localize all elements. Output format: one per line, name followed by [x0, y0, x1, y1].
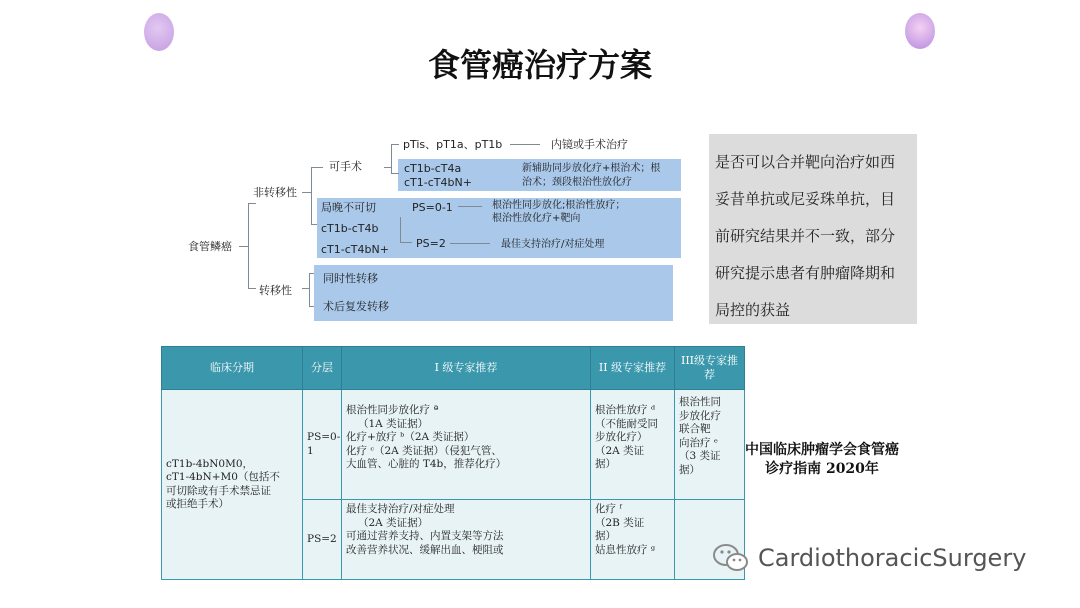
node-unresectable-2: cT1b-cT4b	[321, 222, 379, 235]
cell-line: （1A 类证据）	[358, 417, 429, 430]
page-title: 食管癌治疗方案	[427, 46, 652, 84]
wechat-icon	[712, 543, 750, 573]
table-header-row	[162, 347, 745, 390]
table-row	[162, 390, 745, 500]
source-line: 中国临床肿瘤学会食管癌	[745, 442, 899, 458]
cell-stage	[162, 390, 303, 580]
cell-layer: PS=2	[303, 500, 342, 580]
node-treatment-resectable-2: 治术；颈段根治性放化疗	[522, 177, 632, 188]
cell-line: 步放化疗）	[595, 431, 648, 443]
node-unresectable-3: cT1-cT4bN+	[321, 243, 389, 256]
cell-line: 可通过营养支持、内置支架等方法	[346, 530, 504, 542]
cell-line: 化疗 ᶜ（2A 类证据）（侵犯气管、	[346, 444, 502, 457]
header-level2: II 级专家推荐	[591, 347, 675, 390]
cell-line: 步放化疗	[679, 409, 721, 422]
cell-line: 根治性放疗 ᵈ	[595, 404, 656, 416]
watermark	[712, 538, 1026, 578]
note-box	[709, 134, 917, 324]
cell-level2	[591, 500, 675, 580]
cell-line: 大血管、心脏的 T4b，推荐化疗）	[346, 458, 507, 470]
note-line: 是否可以合并靶向治疗如西	[715, 153, 896, 171]
header-level1: I 级专家推荐	[342, 347, 591, 390]
cell-line: 根治性同步放化疗 ª	[346, 404, 439, 416]
cell-line: 姑息性放疗 ᵍ	[595, 543, 656, 556]
cell-line: （2A 类证	[595, 444, 645, 457]
cell-line: cT1-4bN+M0（包括不	[166, 471, 280, 483]
node-treatment-resectable-1: 新辅助同步放化疗+根治术；根	[522, 163, 661, 174]
node-root: 食管鳞癌	[188, 240, 232, 253]
node-metastatic: 转移性	[259, 284, 292, 297]
node-resectable: 可手术	[329, 160, 362, 173]
note-line: 局控的获益	[715, 301, 791, 319]
node-meta-2: 术后复发转移	[323, 300, 389, 313]
node-unresectable-1: 局晚不可切	[321, 201, 376, 214]
watermark-text: CardiothoracicSurgery	[758, 544, 1027, 572]
node-treatment-early: 内镜或手术治疗	[551, 138, 628, 151]
guideline-table	[161, 346, 745, 580]
cell-line: （2B 类证	[595, 516, 645, 529]
cell-level1	[342, 500, 591, 580]
cell-line: 据）	[595, 458, 616, 470]
node-stage-early: pTis、pT1a、pT1b	[403, 138, 503, 151]
cell-line: 根治性同	[679, 396, 721, 408]
cell-line: 据）	[679, 463, 700, 476]
source-line: 诊疗指南 2020年	[765, 461, 879, 477]
header-level3: III级专家推荐	[675, 347, 745, 390]
cell-line: （不能耐受同	[595, 417, 658, 430]
cell-line: 化疗 ᶠ	[595, 503, 622, 515]
cell-line: 改善营养状况、缓解出血、梗阻或	[346, 543, 504, 556]
header-stage: 临床分期	[162, 347, 303, 390]
node-ps2: PS=2	[416, 237, 446, 250]
note-line: 研究提示患者有肿瘤降期和	[715, 264, 896, 282]
cell-line: 或拒绝手术）	[166, 498, 229, 510]
node-treatment-ps01-2: 根治性放化疗+靶向	[492, 213, 581, 224]
node-non-metastatic: 非转移性	[253, 186, 297, 199]
node-stage-resectable-1: cT1b-cT4a	[404, 162, 462, 175]
node-treatment-ps01-1: 根治性同步放化;根治性放疗；	[492, 200, 626, 211]
note-line: 前研究结果并不一致，部分	[715, 227, 896, 245]
cell-layer: PS=0-1	[303, 390, 342, 500]
cell-line: 向治疗 ᵉ	[679, 436, 718, 449]
cell-line: 最佳支持治疗/对症处理	[346, 503, 455, 515]
node-ps01: PS=0-1	[412, 201, 453, 214]
cell-level2	[591, 390, 675, 500]
node-stage-resectable-2: cT1-cT4bN+	[404, 176, 472, 189]
cell-line: 化疗+放疗 ᵇ（2A 类证据）	[346, 431, 475, 443]
cell-line: 联合靶	[679, 423, 711, 435]
cell-level1	[342, 390, 591, 500]
cell-line: （3 类证	[679, 450, 721, 462]
node-meta-1: 同时性转移	[323, 272, 378, 285]
cell-line: cT1b-4bN0M0，	[166, 457, 254, 470]
cell-line: （2A 类证据）	[358, 516, 429, 529]
source-caption	[722, 441, 922, 479]
cell-line: 据）	[595, 530, 616, 542]
note-line: 妥昔单抗或尼妥珠单抗，目	[715, 190, 896, 208]
header-layer: 分层	[303, 347, 342, 390]
node-treatment-ps2: 最佳支持治疗/对症处理	[501, 239, 605, 250]
cell-line: 可切除或有手术禁忌证	[166, 484, 271, 497]
